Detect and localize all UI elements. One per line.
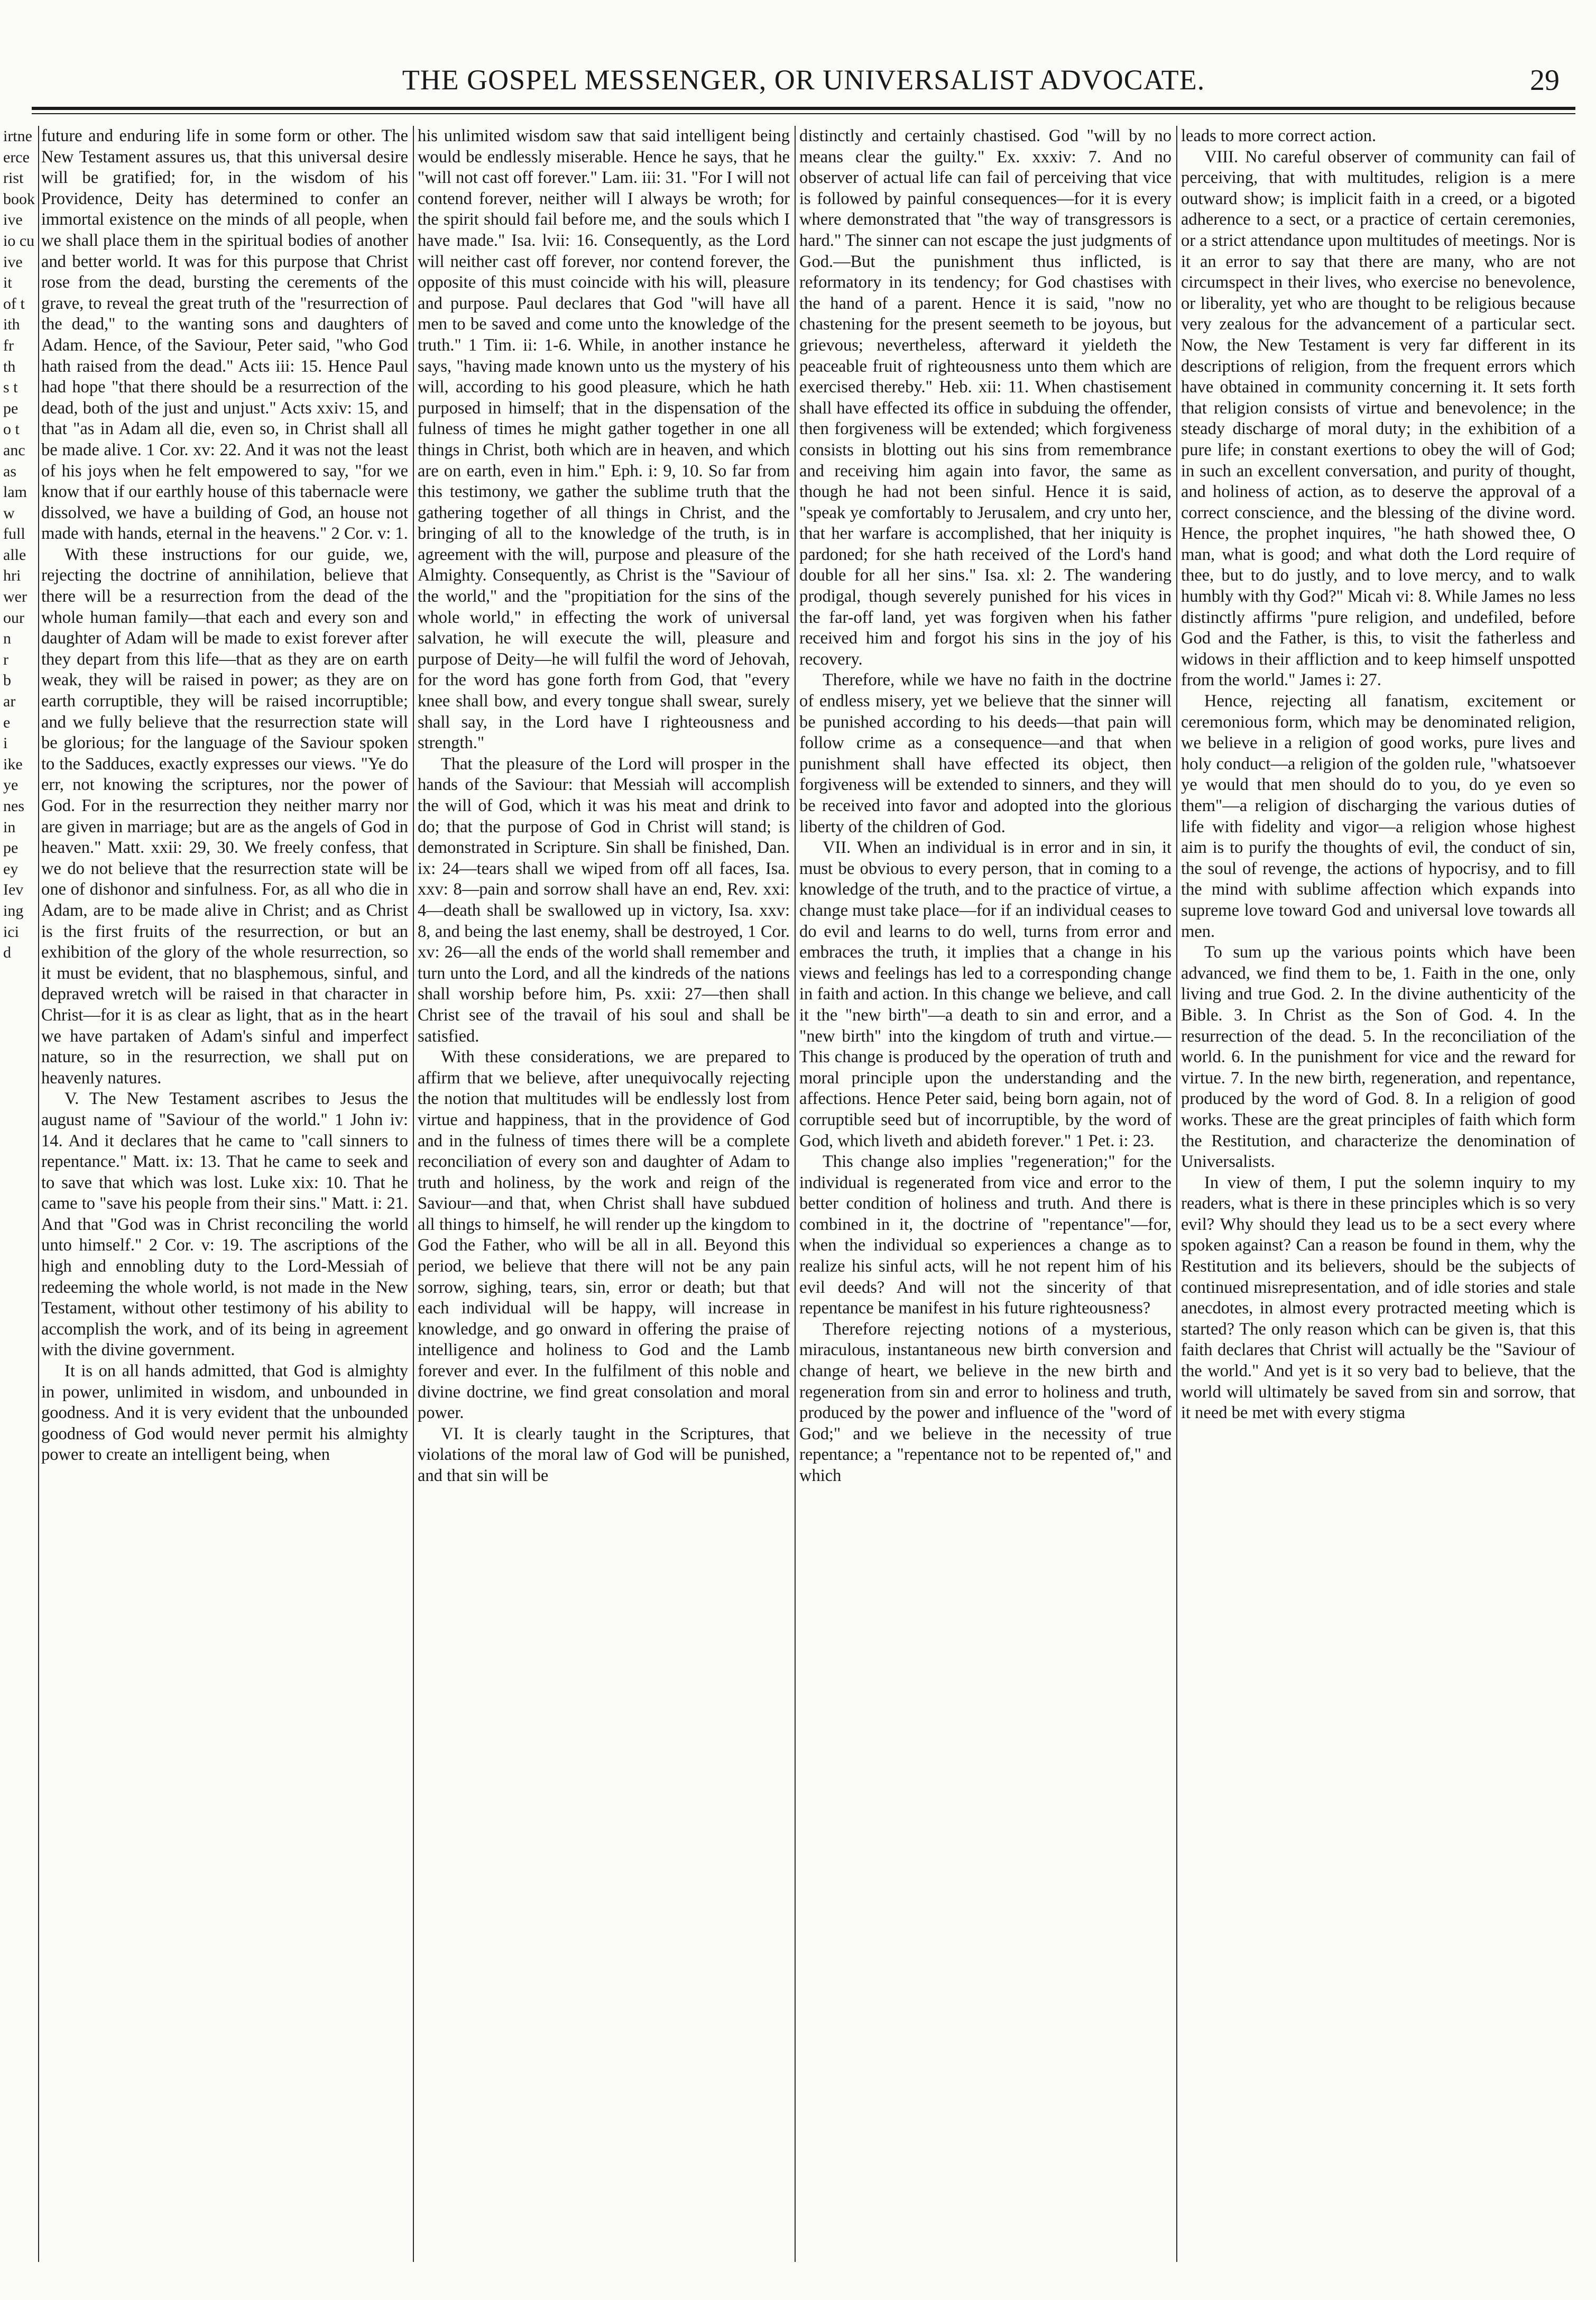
margin-fragment: s t [3,379,18,397]
margin-fragment: i [3,734,8,752]
paragraph: his unlimited wisdom saw that said intelligent being would be endlessly miserable. Hence he says, that he "will not cast off forever." Lam. iii: 31. "For I will not contend forever, neither will I always be wroth; for the spirit should fail before me, and the souls which I have made." Isa. lvii: 16. Consequently, as the Lord will neither cast off forever, nor contend forever, the opposite of this must coincide with his will, pleasure and purpose. Paul declares that God "will have all men to be saved and come unto the knowledge of the truth." 1 Tim. ii: 1-6. While, in another instance he says, "having made known unto us the mystery of his will, according to his good pleasure, which he hath purposed in himself; that in the dispensation of the fulness of times he might gather together in one all things in Christ, both which are in heaven, and which are on earth, even in him." Eph. i: 9, 10. So far from this testimony, we gather the sublime truth that the gathering together of all things in Christ, and the bringing of all to the knowledge of the truth, is in agreement with the will, purpose and pleasure of the Almighty. Consequently, as Christ is the "Saviour of the world," and the "propitiation for the sins of the whole world," in effecting the work of universal salvation, he will execute the will, pleasure and purpose of Deity—he will fulfil the word of Jehovah, for the word has gone forth from God, that "every knee shall bow, and every tongue shall swear, surely shall say, in the Lord have I righteousness and strength." [418,126,790,753]
margin-fragment: it [3,274,12,292]
margin-fragment: as [3,462,16,480]
paragraph: VI. It is clearly taught in the Scriptures, that violations of the moral law of God will be punished, and that sin will be [418,1424,790,1485]
margin-fragment: Iev [3,881,24,899]
margin-fragment: lam [3,483,27,501]
margin-fragment: r [3,650,8,668]
paragraph: Hence, rejecting all fanatism, excitement or ceremonious form, which may be denominated religion, we believe in a religion of good works, pure lives and holy conduct—a religion of the golden rule, "whatsoever ye would that men should do to you, do ye even so them"—a religion of discharging the various duties of life with fidelity and vigor—a religion whose highest aim is to purify the thoughts of evil, the conduct of sin, the soul of revenge, the actions of hypocrisy, and to fill the mind with sublime affection which expands into supreme love toward God and universal love towards all men. [1181,692,1575,941]
margin-fragment: pe [3,839,19,857]
margin-fragment: our [3,609,24,627]
paragraph: VII. When an individual is in error and in sin, it must be obvious to every person, that in coming to a knowledge of the truth, and to the practice of virtue, a change must take place—for if an individual ceases to do evil and learns to do well, turns from error and embraces the truth, it implies that a change in his views and feelings has led to a corresponding change in faith and action. In this change we believe, and call it the "new birth"—a death to sin and error, and a "new birth" into the kingdom of truth and virtue.—This change is produced by the operation of truth and moral principle upon the understanding and the affections. Hence Peter said, being born again, not of corruptible seed but of incorruptible, by the word of God, which liveth and abideth forever." 1 Pet. i: 23. [799,838,1171,1151]
margin-fragment: erce [3,148,30,166]
margin-fragment: hri [3,567,21,585]
margin-fragment: ith [3,316,20,334]
margin-fragment: b [3,671,11,689]
margin-fragment: o t [3,420,20,438]
margin-fragment: ey [3,860,19,878]
margin-fragment: full [3,525,25,543]
margin-fragment: io cu [3,232,35,250]
paragraph: leads to more correct action. [1181,126,1377,145]
margin-fragment: ive [3,211,23,229]
margin-fragment: ye [3,776,19,794]
margin-fragment: n [3,630,11,648]
paragraph: With these instructions for our guide, we, rejecting the doctrine of annihilation, believe that there will be a resurrection from the dead of the whole human family—that each and every son and daughter of Adam will be made to exist forever after they depart from this life—that as they are on earth weak, they will be raised in power; as they are on earth corruptible, they will be raised incorruptible; and we fully believe that the resurrection state will be glorious; for the language of the Saviour spoken to the Sadduces, exactly expresses our views. "Ye do err, not knowing the scriptures, nor the power of God. For in the resurrection they neither marry nor are given in marriage; but are as the angels of God in heaven." Matt. xxii: 29, 30. We freely confess, that we do not believe that the resurrection state will be one of dishonor and sinfulness. For, as all who die in Adam, are to be made alive in Christ; and as Christ is the first fruits of the resurrection, or but an exhibition of the glory of the whole resurrection, so it must be evident, that no blasphemous, sinful, and depraved wretch will be raised in that character in Christ—for it is as clear as light, that as in the heart we have partaken of Adam's sinful and imperfect nature, so in the resurrection, we shall put on heavenly natures. [41,545,408,1088]
left-margin-column [3,126,35,2278]
header-rule [32,107,1575,110]
margin-fragment: pe [3,399,19,417]
paragraph: In view of them, I put the solemn inquiry to my readers, what is there in these principles which is so very evil? Why should they lead us to be a sect every where spoken against? Can a reason be found in them, why the Restitution and its believers, should be the subjects of continued misrepresentation, and of idle stories and stale anecdotes, in almost every protracted meeting which is started? The only reason which can be given is, that this faith declares that Christ will actually be the "Saviour of the world." And yet is it so very bad to believe, that the world will ultimately be saved from sin and sorrow, that it need be met with every stigma [1181,1173,1575,1423]
margin-fragment: ici [3,923,19,941]
margin-fragment: irtne [3,127,32,145]
paragraph: It is on all hands admitted, that God is almighty in power, unlimited in wisdom, and unbounded in goodness. And it is very evident that the unbounded goodness of God would never permit his almighty power to create an intelligent being, when [41,1361,408,1465]
paragraph: VIII. No careful observer of community can fail of perceiving, that with multitudes, religion is a mere outward show; is implicit faith in a creed, or a bigoted adherence to a sect, or a practice of certain ceremonies, or a strict attendance upon multitudes of meetings. Nor is it an error to say that there are many, who are not circumspect in their lives, who exercise no benevolence, or liberality, yet who are thought to be religious because very zealous for the advancement of a particular sect. Now, the New Testament is very far different in its descriptions of religion, from the frequent errors which have obtained in community concerning it. It sets forth that religion consists of virtue and benevolence; in the steady discharge of moral duty; in the exhibition of a pure life; in constant exertions to obey the will of God; in such an excellent conversation, and purity of thought, and holiness of action, as to deserve the approval of a correct conscience, and the blessing of the divine word. Hence, the prophet inquires, "he hath showed thee, O man, what is good; and what doth the Lord require of thee, but to do justly, and to love mercy, and to walk humbly with thy God?" Micah vi: 8. While James no less distinctly affirms "pure religion, and undefiled, before God and the Father, is this, to visit the fatherless and widows in their affliction and to keep himself unspotted from the world." James i: 27. [1181,147,1575,690]
margin-fragment: wer [3,588,27,606]
page-header [32,63,1575,106]
publication-title: THE GOSPEL MESSENGER, OR UNIVERSALIST ADVOCATE. [402,64,1205,96]
column-2 [418,126,790,2278]
paragraph: Therefore rejecting notions of a mysterious, miraculous, instantaneous new birth conversion and change of heart, we believe in the new birth and regeneration from sin and error to holiness and truth, produced by the power and influence of the "word of God;" and we believe in the necessity of true repentance; a "repentance not to be repented of," and which [799,1319,1171,1485]
header-rule-thin [32,113,1575,114]
paragraph: distinctly and certainly chastised. God "will by no means clear the guilty." Ex. xxxiv: 7. And no observer of actual life can fail of perceiving that vice is followed by painful consequences—for it is every where demonstrated that "the way of transgressors is hard." The sinner can not escape the just judgments of God.—But the punishment thus inflicted, is reformatory in its tendency; for God chastises with the hand of a parent. Hence it is said, "now no chastening for the present seemeth to be joyous, but grievous; nevertheless, afterward it yieldeth the peaceable fruit of righteousness unto them which are exercised thereby." Heb. xii: 11. When chastisement shall have effected its office in subduing the offender, then forgiveness will be extended; which forgiveness consists in blotting out his sins from remembrance and receiving him again into favor, the same as though he had not been sinful. Hence it is said, "speak ye comfortably to Jerusalem, and cry unto her, that her warfare is accomplished, that her iniquity is pardoned; for she hath received of the Lord's hand double for all her sins." Isa. xl: 2. The wandering prodigal, though severely punished for his vices in the far-off land, yet was forgiven when his father received him and forgot his sins in the joy of his recovery. [799,126,1171,669]
margin-fragment: fr [3,336,14,354]
page-number: 29 [1530,64,1560,97]
paragraph: That the pleasure of the Lord will prosper in the hands of the Saviour: that Messiah will accomplish the will of God, which it was his meat and drink to do; that the purpose of God in Christ will stand; is demonstrated in Scripture. Sin shall be finished, Dan. ix: 24—tears shall we wiped from off all faces, Isa. xxv: 8—pain and sorrow shall have an end, Rev. xxi: 4—death shall be swallowed up in victory, Isa. xxv: 8, and being the last enemy, shall be destroyed, 1 Cor. xv: 26—all the ends of the world shall remember and turn unto the Lord, and all the kindreds of the nations shall worship before him, Ps. xxii: 27—then shall Christ see of the travail of his soul and shall be satisfied. [418,754,790,1046]
margin-fragment: nes [3,797,24,815]
paragraph: future and enduring life in some form or other. The New Testament assures us, that this universal desire will be gratified; for, in the wisdom of his Providence, Deity has determined to confer an immortal existence on the minds of all people, when we shall place them in the spiritual bodies of another and better world. It was for this purpose that Christ rose from the dead, bursting the cerements of the grave, to reveal the great truth of the "resurrection of the dead," to the wanting sons and daughters of Adam. Hence, of the Saviour, Peter said, "who God hath raised from the dead." Acts iii: 15. Hence Paul had hope "that there should be a resurrection of the dead, both of the just and unjust." Acts xxiv: 15, and that "as in Adam all die, even so, in Christ shall all be made alive. 1 Cor. xv: 22. And it was not the least of his joys when he felt empowered to say, "for we know that if our earthly house of this tabernacle were dissolved, we have a building of God, an house not made with hands, eternal in the heavens." 2 Cor. v: 1. [41,126,408,544]
margin-fragment: alle [3,546,26,564]
margin-fragment: ing [3,901,24,919]
paragraph: V. The New Testament ascribes to Jesus the august name of "Saviour of the world." 1 John iv: 14. And it declares that he came to "call sinners to repentance." Matt. ix: 13. That he came to seek and to save that which was lost. Luke xix: 10. That he came to "save his people from their sins." Matt. i: 21. And that "God was in Christ reconciling the world unto himself." 2 Cor. v: 19. The ascriptions of the high and ennobling duty to the Lord-Messiah of redeeming the whole world, is not made in the New Testament, without other testimony of his ability to accomplish the work, and of its being in agreement with the divine government. [41,1089,408,1360]
margin-fragment: w [3,504,15,522]
margin-fragment: e [3,713,11,731]
paragraph: With these considerations, we are prepared to affirm that we believe, after unequivocally rejecting the notion that multitudes will be endlessly lost from virtue and happiness, that in the providence of God and in the fulness of times there will be a complete reconciliation of every son and daughter of Adam to truth and holiness, by the work and reign of the Saviour—and that, when Christ shall have subdued all things to himself, he will render up the kingdom to God the Father, who will be all in all. Beyond this period, we believe that there will not be any pain sorrow, sighing, tears, sin, error or death; but that each individual will be happy, will increase in knowledge, and go onward in offering the praise of intelligence and holiness to God and the Lamb forever and ever. In the fulfilment of this noble and divine doctrine, we find great consolation and moral power. [418,1047,790,1423]
paragraph: To sum up the various points which have been advanced, we find them to be, 1. Faith in the one, only living and true God. 2. In the divine authenticity of the Bible. 3. In Christ as the Son of God. 4. In the resurrection of the dead. 5. In the reconciliation of the world. 6. In the punishment for vice and the reward for virtue. 7. In the new birth, regeneration, and repentance, produced by the word of God. 8. In a religion of good works. These are the great principles of faith which form the Restitution, and characterize the denomination of Universalists. [1181,943,1575,1172]
margin-fragment: ike [3,755,23,773]
margin-fragment: th [3,357,16,375]
column-4 [1181,126,1575,2278]
column-1 [41,126,408,2278]
text-columns [0,126,1596,2278]
margin-fragment: ive [3,253,23,271]
margin-fragment: book [3,190,35,208]
margin-fragment: anc [3,441,25,459]
margin-fragment: of t [3,295,25,312]
paragraph: Therefore, while we have no faith in the doctrine of endless misery, yet we believe that the sinner will be punished according to his deeds—that pain will follow crime as a consequence—and that when punishment shall have effected its object, then forgiveness will be extended to sinners, and they will be received into favor and adopted into the glorious liberty of the children of God. [799,670,1171,836]
column-3 [799,126,1171,2278]
margin-fragment: rist [3,169,24,187]
margin-fragment: in [3,818,16,836]
margin-fragment: d [3,944,11,962]
margin-fragment: ar [3,693,16,711]
paragraph: This change also implies "regeneration;" for the individual is regenerated from vice and error to the better condition of holiness and truth. And there is combined in it, the doctrine of "repentance"—for, when the individual so experiences a change as to realize his sinful acts, will he not repent him of his evil deeds? And will not the sincerity of that repentance be manifest in his future righteousness? [799,1152,1171,1318]
